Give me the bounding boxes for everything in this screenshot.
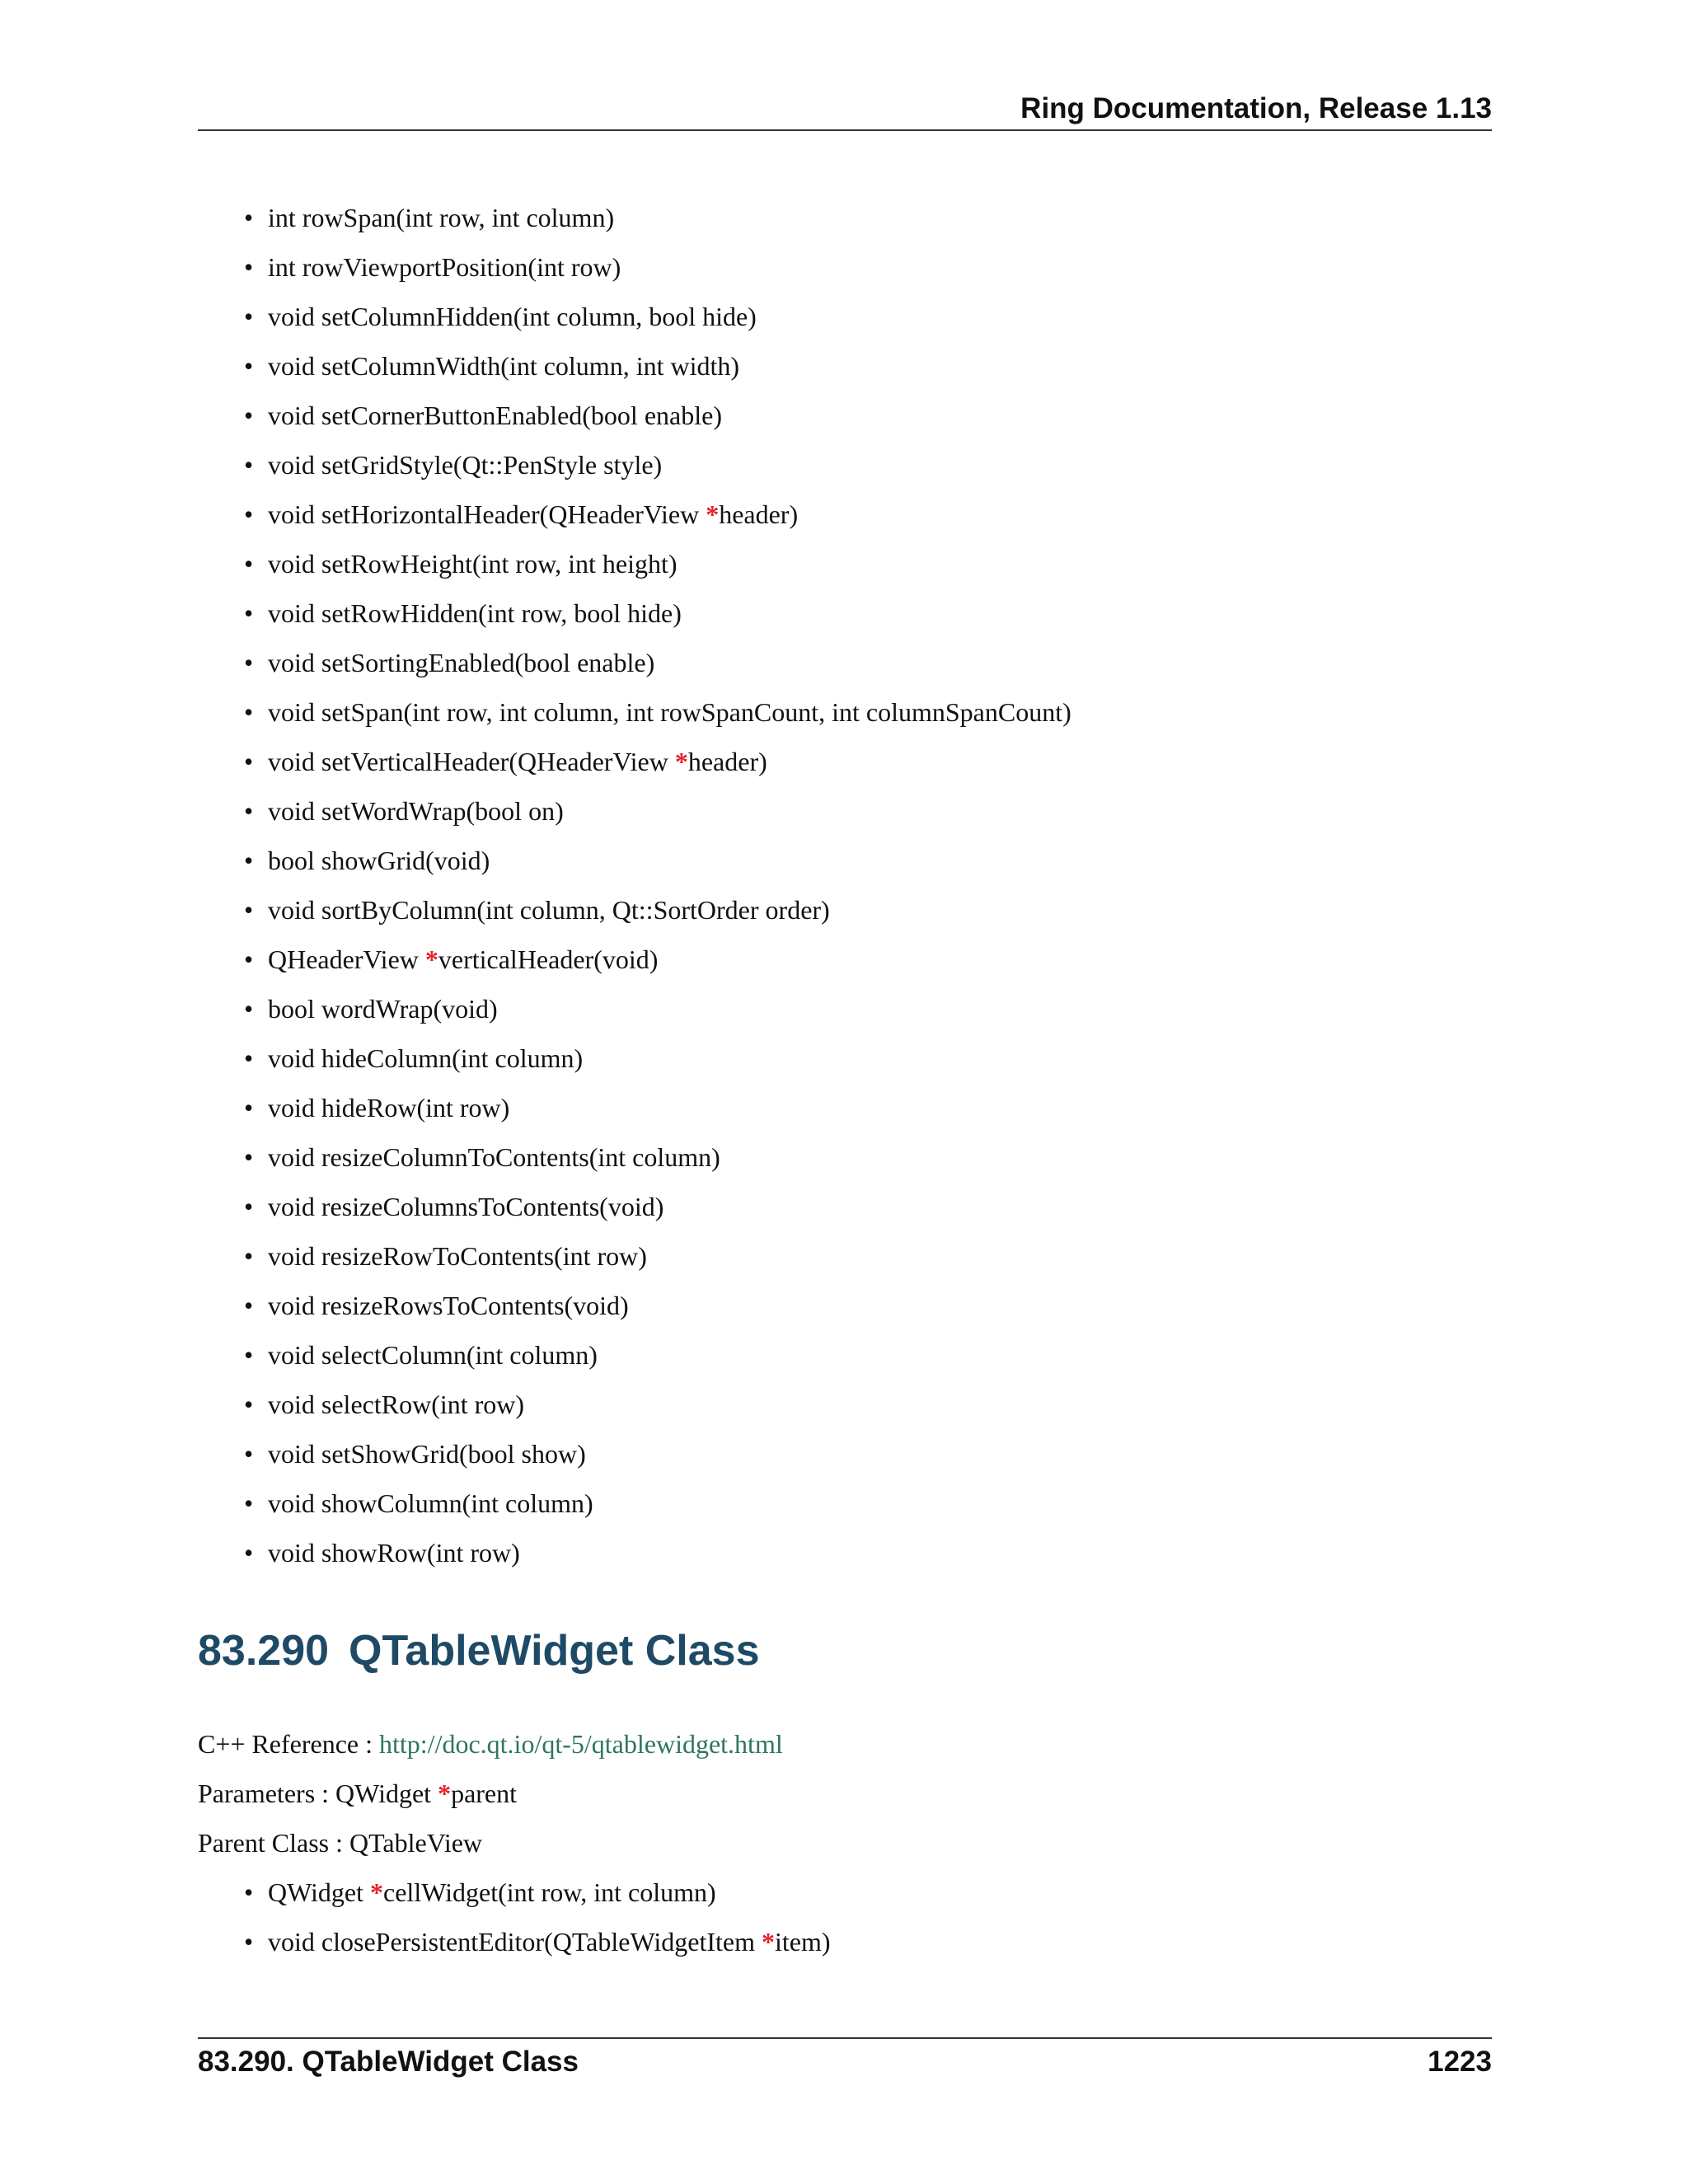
parameters-name: parent [451,1779,518,1808]
method-signature: void resizeColumnToContents(int column) [268,1142,720,1172]
bullet-icon: • [244,697,254,727]
method-signature: void showRow(int row) [268,1538,520,1568]
bullet-icon: • [244,648,254,677]
method-item [0,1479,1071,1528]
method-item [0,1083,1071,1132]
method-item [0,1330,1071,1380]
method-signature: QHeaderView [268,944,425,974]
method-signature: void setWordWrap(bool on) [268,796,564,826]
bullet-icon: • [244,203,254,232]
pointer-star: * [424,944,438,974]
pointer-star: * [706,499,720,529]
footer-page-number: 1223 [1428,2046,1492,2078]
method-signature: void setSortingEnabled(bool enable) [268,648,655,677]
method-item [0,1182,1071,1231]
method-item [0,885,1071,935]
method-signature: int rowSpan(int row, int column) [268,203,615,232]
method-item [0,1429,1071,1479]
bullet-icon: • [244,1927,254,1957]
method-item [0,193,1071,242]
method-signature: void setColumnWidth(int column, int width) [268,351,740,381]
method-item [0,638,1071,687]
method-item [0,1231,1071,1281]
method-signature-rest: item) [774,1927,831,1957]
bullet-icon: • [244,1043,254,1073]
bullet-icon: • [244,796,254,826]
bullet-icon: • [244,302,254,331]
parent-class-line: Parent Class : QTableView [198,1828,483,1858]
method-item [0,786,1071,836]
method-signature: void hideRow(int row) [268,1093,510,1122]
method-signature: void selectColumn(int column) [268,1340,598,1370]
method-signature: void showColumn(int column) [268,1488,593,1518]
method-signature: void resizeRowToContents(int row) [268,1241,647,1271]
bullet-icon: • [244,1340,254,1370]
bullet-icon: • [244,1538,254,1568]
method-item [0,242,1071,292]
method-item [0,1868,831,1917]
method-item [0,935,1071,984]
method-signature: void setHorizontalHeader(QHeaderView [268,499,706,529]
method-signature: void setSpan(int row, int column, int rowSpanCount, int columnSpanCount) [268,697,1071,727]
cpp-reference-label: C++ Reference : [198,1729,379,1759]
method-signature-rest: cellWidget(int row, int column) [383,1877,716,1907]
bullet-icon: • [244,401,254,430]
method-item [0,539,1071,588]
bullet-icon: • [244,450,254,480]
pointer-star: * [370,1877,384,1907]
bullet-icon: • [244,1439,254,1469]
method-item [0,391,1071,440]
bullet-icon: • [244,994,254,1024]
method-signature: void setGridStyle(Qt::PenStyle style) [268,450,663,480]
method-signature: void setCornerButtonEnabled(bool enable) [268,401,722,430]
bullet-icon: • [244,1142,254,1172]
bullet-icon: • [244,1093,254,1122]
section-title: QTableWidget Class [349,1627,760,1675]
header-rule [198,129,1492,131]
method-item [0,1281,1071,1330]
method-item [0,1132,1071,1182]
method-signature: void setVerticalHeader(QHeaderView [268,747,675,776]
bullet-icon: • [244,895,254,925]
bullet-icon: • [244,944,254,974]
method-item [0,984,1071,1033]
method-signature: int rowViewportPosition(int row) [268,252,621,282]
method-item [0,1917,831,1966]
method-item [0,341,1071,391]
bullet-icon: • [244,1291,254,1320]
cpp-reference-link[interactable]: http://doc.qt.io/qt-5/qtablewidget.html [379,1729,783,1759]
cpp-reference-line [198,1719,783,1769]
method-signature: void closePersistentEditor(QTableWidgetItem [268,1927,762,1957]
bullet-icon: • [244,598,254,628]
bullet-icon: • [244,549,254,579]
bullet-icon: • [244,499,254,529]
method-signature-rest: verticalHeader(void) [438,944,659,974]
method-signature: bool showGrid(void) [268,846,490,875]
bullet-icon: • [244,1192,254,1221]
bullet-icon: • [244,1877,254,1907]
method-signature: void sortByColumn(int column, Qt::SortOrder order) [268,895,830,925]
bullet-icon: • [244,1241,254,1271]
method-signature: QWidget [268,1877,371,1907]
bullet-icon: • [244,252,254,282]
method-item [0,836,1071,885]
method-signature: void setRowHeight(int row, int height) [268,549,678,579]
method-signature: void resizeColumnsToContents(void) [268,1192,664,1221]
parameters-label: Parameters : QWidget [198,1779,438,1808]
method-item [0,1528,1071,1577]
parameters-line [198,1769,517,1818]
method-signature: bool wordWrap(void) [268,994,498,1024]
method-signature: void setColumnHidden(int column, bool hide) [268,302,757,331]
method-item [0,588,1071,638]
method-signature: void resizeRowsToContents(void) [268,1291,629,1320]
running-header: Ring Documentation, Release 1.13 [1020,92,1492,124]
method-item [0,1380,1071,1429]
method-item [0,440,1071,490]
method-signature-rest: header) [719,499,799,529]
section-number: 83.290 [198,1627,330,1675]
pointer-star: * [438,1779,452,1808]
bullet-icon: • [244,351,254,381]
method-signature: void hideColumn(int column) [268,1043,584,1073]
pointer-star: * [761,1927,775,1957]
method-signature: void setRowHidden(int row, bool hide) [268,598,682,628]
footer-rule [198,2037,1492,2039]
bullet-icon: • [244,846,254,875]
bullet-icon: • [244,1390,254,1419]
method-item [0,1033,1071,1083]
method-item [0,490,1071,539]
footer-section-title: 83.290. QTableWidget Class [198,2046,579,2078]
section-heading[interactable] [198,1625,760,1676]
method-signature: void setShowGrid(bool show) [268,1439,586,1469]
method-item [0,687,1071,737]
method-signature-rest: header) [687,747,767,776]
method-signature: void selectRow(int row) [268,1390,525,1419]
method-list-qtablewidget [0,1868,831,1966]
pointer-star: * [674,747,688,776]
method-list-continued [0,193,1071,1577]
bullet-icon: • [244,747,254,776]
bullet-icon: • [244,1488,254,1518]
method-item [0,292,1071,341]
method-item [0,737,1071,786]
